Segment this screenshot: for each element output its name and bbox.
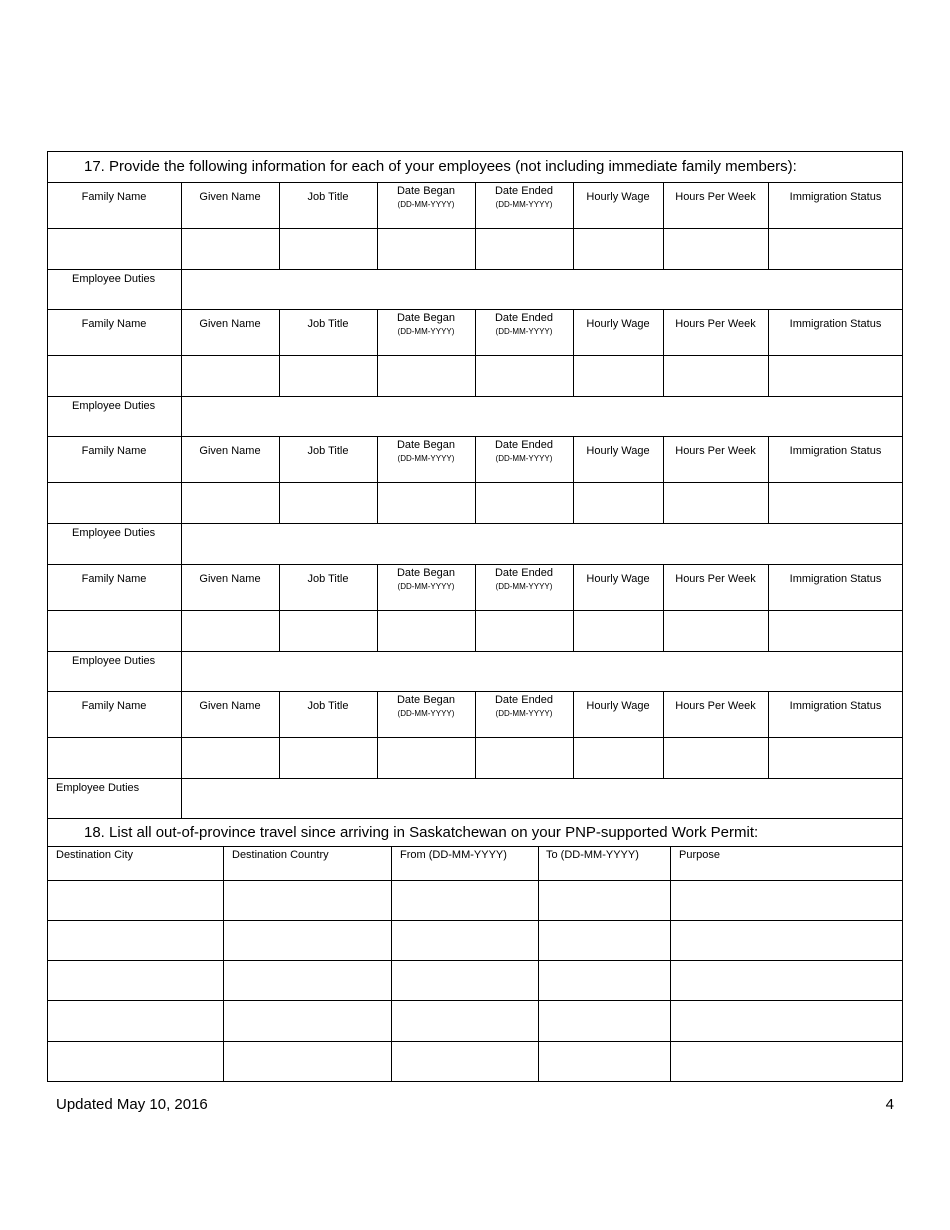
family-name-input[interactable] <box>48 229 180 268</box>
column-header-given-name <box>183 699 277 713</box>
column-header-label: Hours Per Week <box>675 445 756 457</box>
destination-country-input[interactable] <box>224 1042 390 1080</box>
column-header-job-title <box>281 444 375 458</box>
employee-duties-input[interactable] <box>182 779 902 817</box>
from-date-input[interactable] <box>392 921 537 959</box>
question-17-title: 17. Provide the following information for each of your employees (not including immediate family members): <box>84 158 797 175</box>
employee-duties-label: Employee Duties <box>56 782 140 794</box>
employee-duties-input[interactable] <box>182 524 902 563</box>
family-name-input[interactable] <box>48 483 180 522</box>
column-header-label: Date Ended <box>494 694 554 706</box>
destination-country-input[interactable] <box>224 961 390 999</box>
column-header-label: Given Name <box>199 191 261 203</box>
column-header-label: Given Name <box>199 445 261 457</box>
immigration-status-input[interactable] <box>769 611 902 650</box>
family-name-input[interactable] <box>48 356 180 395</box>
employee-duties-label: Employee Duties <box>72 655 156 667</box>
column-header-label: Immigration Status <box>789 191 882 203</box>
column-header-label: Hourly Wage <box>586 700 650 712</box>
column-header-immigration-status <box>770 444 901 458</box>
column-header-label: Date Ended <box>494 567 554 579</box>
column-header-given-name <box>183 572 277 586</box>
date-began-input[interactable] <box>378 356 474 395</box>
purpose-input[interactable] <box>671 921 902 959</box>
column-header-label: Hours Per Week <box>675 318 756 330</box>
to-date-input[interactable] <box>539 881 669 919</box>
immigration-status-input[interactable] <box>769 356 902 395</box>
family-name-input[interactable] <box>48 611 180 650</box>
employee-duties-label: Employee Duties <box>72 527 156 539</box>
column-header-hours-per-week <box>665 190 766 204</box>
destination-city-input[interactable] <box>48 1001 222 1040</box>
given-name-input[interactable] <box>182 229 278 268</box>
column-header-label: Date Ended <box>494 439 554 451</box>
travel-header-destination-country: Destination Country <box>232 849 329 861</box>
column-header-job-title <box>281 699 375 713</box>
destination-city-input[interactable] <box>48 1042 222 1080</box>
column-header-family-name <box>49 699 179 713</box>
purpose-input[interactable] <box>671 881 902 919</box>
column-header-family-name <box>49 317 179 331</box>
column-header-immigration-status <box>770 317 901 331</box>
immigration-status-input[interactable] <box>769 738 902 777</box>
column-header-date-began <box>379 184 473 210</box>
given-name-input[interactable] <box>182 483 278 522</box>
date-ended-input[interactable] <box>476 738 572 777</box>
date-ended-input[interactable] <box>476 611 572 650</box>
column-header-given-name <box>183 190 277 204</box>
column-header-hours-per-week <box>665 699 766 713</box>
given-name-input[interactable] <box>182 611 278 650</box>
hours-per-week-input[interactable] <box>664 611 767 650</box>
purpose-input[interactable] <box>671 1001 902 1040</box>
column-header-label: Job Title <box>307 573 349 585</box>
destination-country-input[interactable] <box>224 881 390 919</box>
column-header-label: Date Began <box>396 312 456 324</box>
from-date-input[interactable] <box>392 961 537 999</box>
column-header-label: Given Name <box>199 573 261 585</box>
column-header-date-ended <box>477 184 571 210</box>
column-header-label: Immigration Status <box>789 318 882 330</box>
to-date-input[interactable] <box>539 1042 669 1080</box>
employee-duties-input[interactable] <box>182 652 902 690</box>
column-header-label: Given Name <box>199 318 261 330</box>
hourly-wage-input[interactable] <box>574 611 662 650</box>
column-header-label: Family Name <box>81 445 147 457</box>
page-number: 4 <box>885 1096 894 1113</box>
column-header-label: Family Name <box>81 318 147 330</box>
column-header-date-ended <box>477 311 571 337</box>
job-title-input[interactable] <box>280 229 376 268</box>
column-header-immigration-status <box>770 190 901 204</box>
column-header-hours-per-week <box>665 317 766 331</box>
employee-duties-input[interactable] <box>182 397 902 435</box>
column-header-label: Hours Per Week <box>675 573 756 585</box>
row-divider <box>47 818 903 819</box>
date-format-hint: (DD-MM-YYYY) <box>397 200 455 209</box>
updated-date: Updated May 10, 2016 <box>56 1096 208 1113</box>
destination-city-input[interactable] <box>48 961 222 999</box>
hourly-wage-input[interactable] <box>574 229 662 268</box>
destination-country-input[interactable] <box>224 921 390 959</box>
column-header-date-began <box>379 693 473 719</box>
column-header-label: Date Began <box>396 694 456 706</box>
column-header-date-ended <box>477 693 571 719</box>
column-header-given-name <box>183 317 277 331</box>
immigration-status-input[interactable] <box>769 483 902 522</box>
family-name-input[interactable] <box>48 738 180 777</box>
date-format-hint: (DD-MM-YYYY) <box>495 709 553 718</box>
employee-duties-label: Employee Duties <box>72 273 156 285</box>
column-header-job-title <box>281 190 375 204</box>
hours-per-week-input[interactable] <box>664 483 767 522</box>
column-header-label: Family Name <box>81 700 147 712</box>
employee-duties-input[interactable] <box>182 270 902 308</box>
column-header-label: Hourly Wage <box>586 445 650 457</box>
column-header-label: Immigration Status <box>789 573 882 585</box>
column-header-label: Job Title <box>307 318 349 330</box>
date-format-hint: (DD-MM-YYYY) <box>397 454 455 463</box>
date-format-hint: (DD-MM-YYYY) <box>495 327 553 336</box>
column-header-label: Family Name <box>81 191 147 203</box>
column-header-label: Immigration Status <box>789 700 882 712</box>
column-header-date-began <box>379 311 473 337</box>
column-header-hourly-wage <box>575 317 661 331</box>
column-header-label: Hourly Wage <box>586 318 650 330</box>
column-header-job-title <box>281 572 375 586</box>
column-header-hours-per-week <box>665 444 766 458</box>
column-header-label: Family Name <box>81 573 147 585</box>
column-header-hours-per-week <box>665 572 766 586</box>
column-header-date-ended <box>477 438 571 464</box>
travel-header-from-date: From (DD-MM-YYYY) <box>400 849 507 861</box>
column-header-label: Date Began <box>396 567 456 579</box>
date-format-hint: (DD-MM-YYYY) <box>495 200 553 209</box>
given-name-input[interactable] <box>182 356 278 395</box>
column-header-label: Given Name <box>199 700 261 712</box>
column-header-family-name <box>49 190 179 204</box>
date-ended-input[interactable] <box>476 229 572 268</box>
column-header-label: Immigration Status <box>789 445 882 457</box>
destination-city-input[interactable] <box>48 881 222 919</box>
row-divider <box>47 846 903 847</box>
column-header-hourly-wage <box>575 699 661 713</box>
date-format-hint: (DD-MM-YYYY) <box>397 709 455 718</box>
hourly-wage-input[interactable] <box>574 738 662 777</box>
column-header-date-began <box>379 438 473 464</box>
column-header-label: Date Began <box>396 439 456 451</box>
job-title-input[interactable] <box>280 738 376 777</box>
date-ended-input[interactable] <box>476 356 572 395</box>
hours-per-week-input[interactable] <box>664 229 767 268</box>
column-header-label: Date Began <box>396 185 456 197</box>
from-date-input[interactable] <box>392 1001 537 1040</box>
column-header-label: Date Ended <box>494 312 554 324</box>
column-header-label: Job Title <box>307 700 349 712</box>
date-began-input[interactable] <box>378 483 474 522</box>
destination-city-input[interactable] <box>48 921 222 959</box>
travel-header-purpose: Purpose <box>679 849 720 861</box>
column-header-label: Hours Per Week <box>675 191 756 203</box>
date-format-hint: (DD-MM-YYYY) <box>397 582 455 591</box>
column-header-label: Job Title <box>307 445 349 457</box>
job-title-input[interactable] <box>280 356 376 395</box>
travel-header-to-date: To (DD-MM-YYYY) <box>546 849 639 861</box>
column-header-label: Hourly Wage <box>586 191 650 203</box>
column-header-immigration-status <box>770 699 901 713</box>
job-title-input[interactable] <box>280 483 376 522</box>
travel-header-destination-city: Destination City <box>56 849 134 861</box>
column-header-job-title <box>281 317 375 331</box>
employee-duties-label: Employee Duties <box>72 400 156 412</box>
to-date-input[interactable] <box>539 921 669 959</box>
date-format-hint: (DD-MM-YYYY) <box>495 582 553 591</box>
from-date-input[interactable] <box>392 1042 537 1080</box>
column-header-hourly-wage <box>575 572 661 586</box>
purpose-input[interactable] <box>671 1042 902 1080</box>
job-title-input[interactable] <box>280 611 376 650</box>
column-header-family-name <box>49 444 179 458</box>
column-header-given-name <box>183 444 277 458</box>
column-header-label: Job Title <box>307 191 349 203</box>
date-ended-input[interactable] <box>476 483 572 522</box>
column-header-label: Hours Per Week <box>675 700 756 712</box>
column-header-family-name <box>49 572 179 586</box>
column-header-label: Date Ended <box>494 185 554 197</box>
column-header-date-began <box>379 566 473 592</box>
column-header-date-ended <box>477 566 571 592</box>
to-date-input[interactable] <box>539 1001 669 1040</box>
hourly-wage-input[interactable] <box>574 483 662 522</box>
column-header-immigration-status <box>770 572 901 586</box>
given-name-input[interactable] <box>182 738 278 777</box>
date-began-input[interactable] <box>378 738 474 777</box>
question-18-title: 18. List all out-of-province travel since arriving in Saskatchewan on your PNP-supported Work Permit: <box>84 824 759 841</box>
destination-country-input[interactable] <box>224 1001 390 1040</box>
date-format-hint: (DD-MM-YYYY) <box>495 454 553 463</box>
column-header-label: Hourly Wage <box>586 573 650 585</box>
column-header-hourly-wage <box>575 444 661 458</box>
date-format-hint: (DD-MM-YYYY) <box>397 327 455 336</box>
immigration-status-input[interactable] <box>769 229 902 268</box>
hours-per-week-input[interactable] <box>664 356 767 395</box>
column-header-hourly-wage <box>575 190 661 204</box>
to-date-input[interactable] <box>539 961 669 999</box>
from-date-input[interactable] <box>392 881 537 919</box>
date-began-input[interactable] <box>378 611 474 650</box>
hourly-wage-input[interactable] <box>574 356 662 395</box>
hours-per-week-input[interactable] <box>664 738 767 777</box>
purpose-input[interactable] <box>671 961 902 999</box>
date-began-input[interactable] <box>378 229 474 268</box>
